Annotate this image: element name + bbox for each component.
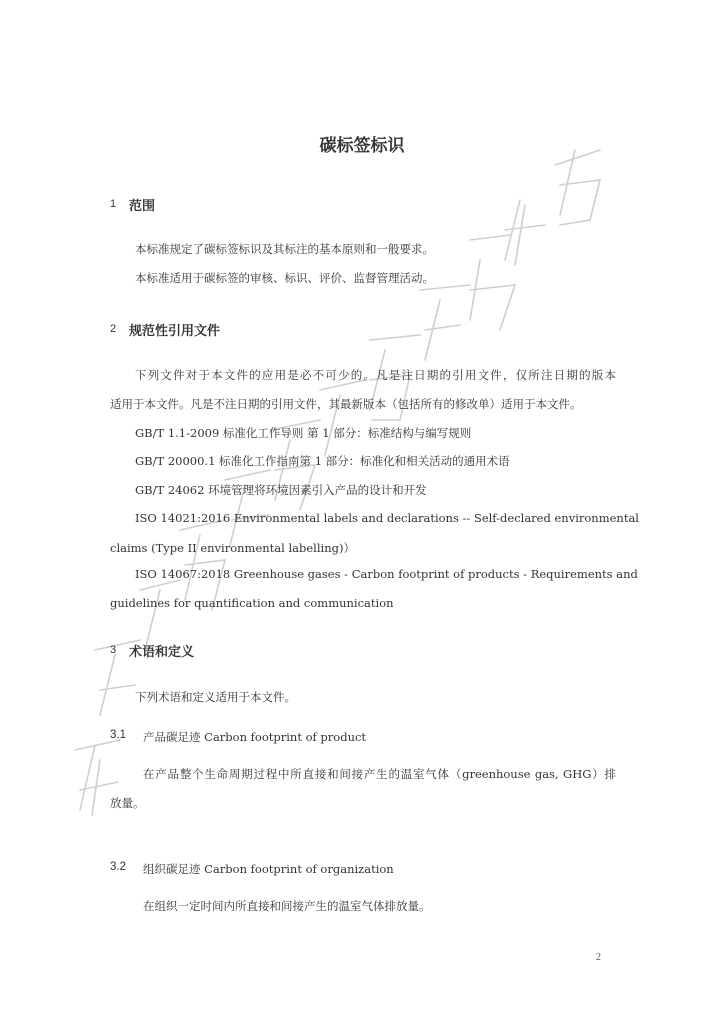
section-number: 3 xyxy=(110,644,117,656)
reference-item-continued: claims (Type II environmental labelling)） xyxy=(110,541,355,555)
reference-item-continued: guidelines for quantification and communication xyxy=(110,596,394,610)
term-title: 产品碳足迹 Carbon footprint of product xyxy=(143,730,367,744)
section-number: 1 xyxy=(110,198,117,210)
section-heading: 范围 xyxy=(129,199,156,214)
page-title: 碳标签标识 xyxy=(319,136,405,156)
section-heading: 术语和定义 xyxy=(129,645,195,660)
section-number: 2 xyxy=(110,323,117,335)
term-title: 组织碳足迹 Carbon footprint of organization xyxy=(143,862,394,876)
term-definition: 在组织一定时间内所直接和间接产生的温室气体排放量。 xyxy=(143,899,431,913)
term-number: 3.1 xyxy=(110,729,126,741)
reference-item: GB/T 24062 环境管理将环境因素引入产品的设计和开发 xyxy=(135,483,427,497)
term-number: 3.2 xyxy=(110,861,126,873)
paragraph: 下列术语和定义适用于本文件。 xyxy=(135,690,296,704)
paragraph: 下列文件对于本文件的应用是必不可少的。凡是注日期的引用文件，仅所注日期的版本 xyxy=(135,368,616,382)
paragraph: 本标准规定了碳标签标识及其标注的基本原则和一般要求。 xyxy=(135,242,434,256)
term-definition-continued: 放量。 xyxy=(110,796,145,810)
page-number: 2 xyxy=(596,952,601,963)
section-heading: 规范性引用文件 xyxy=(129,324,221,339)
reference-item: ISO 14021:2016 Environmental labels and declarations -- Self-declared environmental xyxy=(135,511,639,525)
reference-item: GB/T 20000.1 标准化工作指南第 1 部分：标准化和相关活动的通用术语 xyxy=(135,454,510,468)
reference-item: GB/T 1.1-2009 标准化工作导则 第 1 部分：标准结构与编写规则 xyxy=(135,426,472,440)
reference-item: ISO 14067:2018 Greenhouse gases - Carbon footprint of products - Requirements and xyxy=(135,567,638,581)
paragraph: 适用于本文件。凡是不注日期的引用文件，其最新版本（包括所有的修改单）适用于本文件。 xyxy=(110,397,582,411)
paragraph: 本标准适用于碳标签的审核、标识、评价、监督管理活动。 xyxy=(135,271,434,285)
term-definition: 在产品整个生命周期过程中所直接和间接产生的温室气体（greenhouse gas, GHG）排 xyxy=(143,767,616,781)
